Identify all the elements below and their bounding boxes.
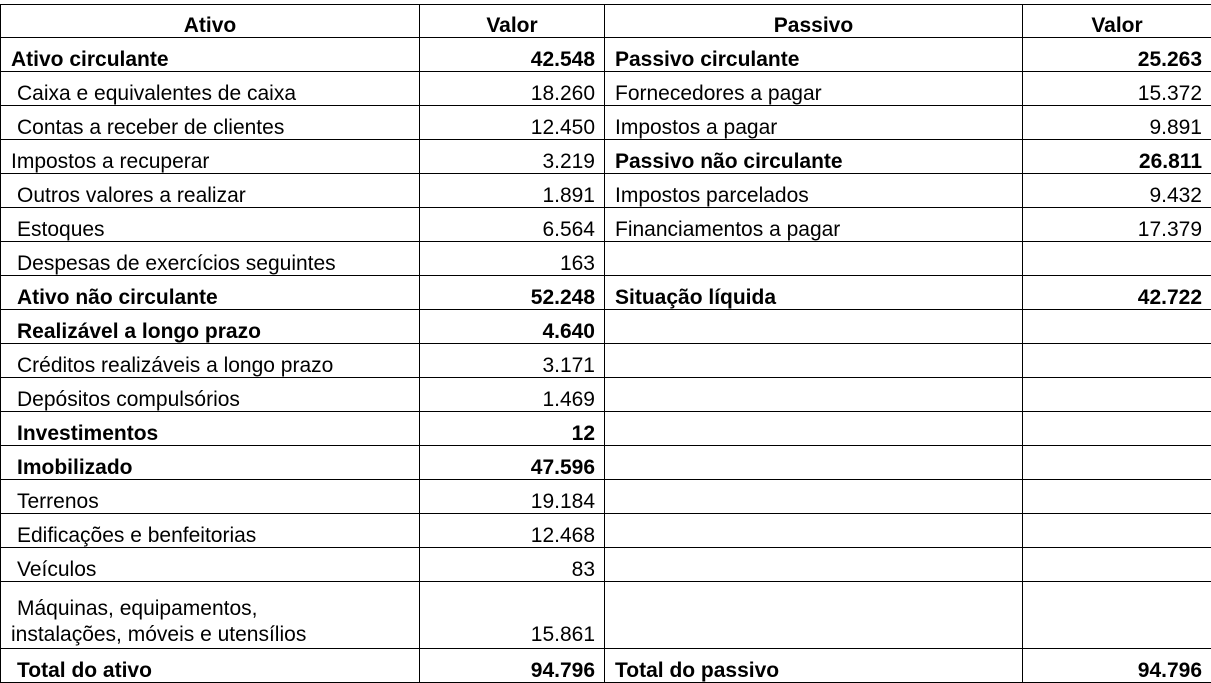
passivo-label: Situação líquida: [605, 276, 1023, 310]
ativo-value: 47.596: [420, 446, 605, 480]
total-ativo-value: 94.796: [420, 649, 605, 683]
ativo-label: Créditos realizáveis a longo prazo: [1, 344, 420, 378]
passivo-value: [1023, 480, 1211, 514]
ativo-label: Ativo não circulante: [1, 276, 420, 310]
table-row: [1, 242, 1211, 276]
table-row: [1, 72, 1211, 106]
ativo-value: 163: [420, 242, 605, 276]
ativo-label-line-2: instalações, móveis e utensílios: [11, 623, 306, 646]
ativo-label: Ativo circulante: [1, 38, 420, 72]
total-passivo-value: 94.796: [1023, 649, 1211, 683]
table-row: [1, 378, 1211, 412]
ativo-value: 42.548: [420, 38, 605, 72]
passivo-value: 15.372: [1023, 72, 1211, 106]
passivo-label: [605, 582, 1023, 649]
table-row: [1, 140, 1211, 174]
ativo-label: Caixa e equivalentes de caixa: [1, 72, 420, 106]
passivo-label: [605, 242, 1023, 276]
passivo-label: Passivo não circulante: [605, 140, 1023, 174]
passivo-label: [605, 378, 1023, 412]
ativo-value: 12: [420, 412, 605, 446]
passivo-value: 9.432: [1023, 174, 1211, 208]
passivo-label: Impostos a pagar: [605, 106, 1023, 140]
table-row: [1, 276, 1211, 310]
ativo-label: Despesas de exercícios seguintes: [1, 242, 420, 276]
passivo-value: 9.891: [1023, 106, 1211, 140]
header-valor-ativo: Valor: [420, 5, 605, 38]
table-row: [1, 446, 1211, 480]
passivo-label: Financiamentos a pagar: [605, 208, 1023, 242]
table-row: [1, 480, 1211, 514]
ativo-value: 12.450: [420, 106, 605, 140]
ativo-label: Terrenos: [1, 480, 420, 514]
total-passivo-label: Total do passivo: [605, 649, 1023, 683]
ativo-value: 3.219: [420, 140, 605, 174]
ativo-label: Veículos: [1, 548, 420, 582]
passivo-value: 26.811: [1023, 140, 1211, 174]
passivo-label: Passivo circulante: [605, 38, 1023, 72]
passivo-value: 25.263: [1023, 38, 1211, 72]
table-row: [1, 174, 1211, 208]
table-row: [1, 582, 1211, 649]
passivo-value: [1023, 378, 1211, 412]
total-ativo-label: Total do ativo: [1, 649, 420, 683]
passivo-label: [605, 548, 1023, 582]
passivo-label: [605, 412, 1023, 446]
passivo-value: [1023, 412, 1211, 446]
ativo-value: 15.861: [420, 582, 605, 649]
table-row: [1, 310, 1211, 344]
ativo-label-multiline: [1, 582, 420, 649]
passivo-label: Impostos parcelados: [605, 174, 1023, 208]
ativo-value: 1.469: [420, 378, 605, 412]
ativo-label: Outros valores a realizar: [1, 174, 420, 208]
ativo-label: Investimentos: [1, 412, 420, 446]
passivo-value: 42.722: [1023, 276, 1211, 310]
passivo-label: Fornecedores a pagar: [605, 72, 1023, 106]
ativo-label: Estoques: [1, 208, 420, 242]
ativo-value: 1.891: [420, 174, 605, 208]
ativo-label: Impostos a recuperar: [1, 140, 420, 174]
passivo-label: [605, 310, 1023, 344]
ativo-value: 19.184: [420, 480, 605, 514]
header-valor-passivo: Valor: [1023, 5, 1211, 38]
table-row: [1, 412, 1211, 446]
ativo-label: Realizável a longo prazo: [1, 310, 420, 344]
passivo-value: 17.379: [1023, 208, 1211, 242]
table-row: [1, 208, 1211, 242]
passivo-label: [605, 480, 1023, 514]
ativo-label: Edificações e benfeitorias: [1, 514, 420, 548]
ativo-value: 12.468: [420, 514, 605, 548]
passivo-value: [1023, 548, 1211, 582]
table-row: [1, 38, 1211, 72]
table-row: [1, 548, 1211, 582]
table-row: [1, 344, 1211, 378]
ativo-value: 3.171: [420, 344, 605, 378]
passivo-value: [1023, 514, 1211, 548]
ativo-value: 18.260: [420, 72, 605, 106]
header-passivo: Passivo: [605, 5, 1023, 38]
balance-sheet-table: [0, 4, 1211, 683]
ativo-label: Imobilizado: [1, 446, 420, 480]
passivo-value: [1023, 446, 1211, 480]
table-row: [1, 106, 1211, 140]
passivo-label: [605, 514, 1023, 548]
ativo-value: 83: [420, 548, 605, 582]
ativo-value: 4.640: [420, 310, 605, 344]
passivo-value: [1023, 310, 1211, 344]
ativo-label-line-1: Máquinas, equipamentos,: [11, 596, 411, 622]
passivo-label: [605, 344, 1023, 378]
ativo-value: 6.564: [420, 208, 605, 242]
header-ativo: Ativo: [1, 5, 420, 38]
passivo-value: [1023, 344, 1211, 378]
table-total-row: [1, 649, 1211, 683]
ativo-label: Contas a receber de clientes: [1, 106, 420, 140]
table-row: [1, 514, 1211, 548]
ativo-label: Depósitos compulsórios: [1, 378, 420, 412]
passivo-value: [1023, 242, 1211, 276]
table-header-row: [1, 5, 1211, 38]
passivo-value: [1023, 582, 1211, 649]
passivo-label: [605, 446, 1023, 480]
ativo-value: 52.248: [420, 276, 605, 310]
